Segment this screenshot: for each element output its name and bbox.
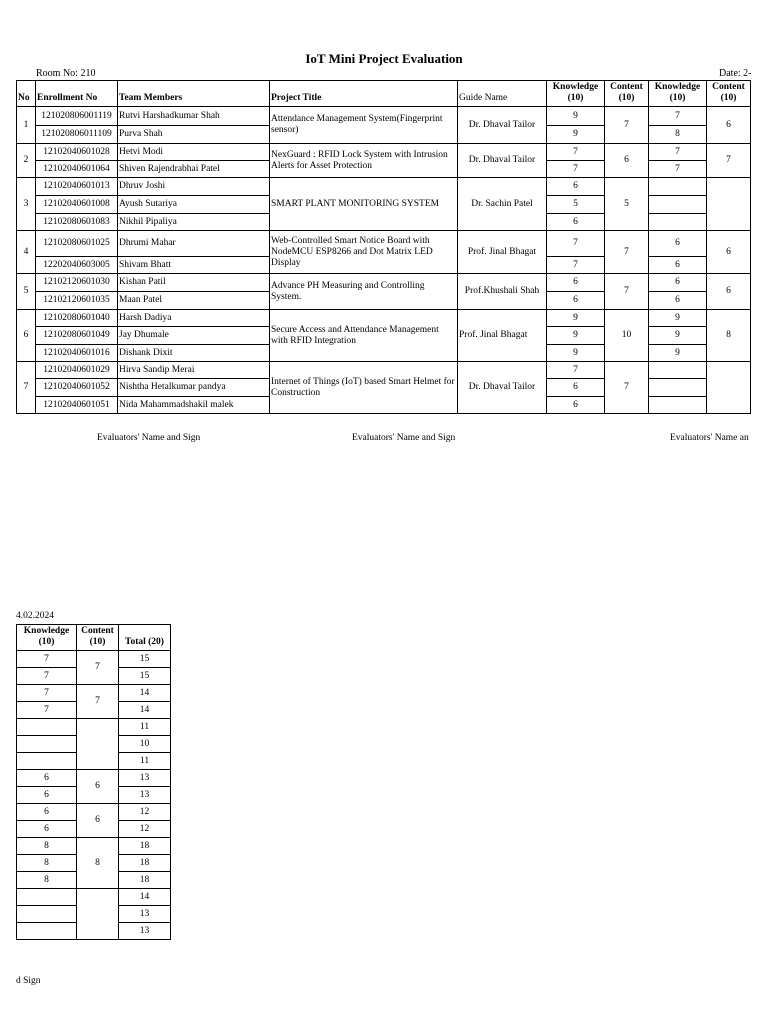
content-score-1: 7 bbox=[605, 107, 649, 144]
enrollment-number: 12102040601029 bbox=[36, 362, 118, 379]
enrollment-number: 121020806011109 bbox=[36, 126, 118, 144]
enrollment-number: 12202040603005 bbox=[36, 257, 118, 274]
total-score: 18 bbox=[119, 855, 171, 872]
enrollment-number: 12102080601025 bbox=[36, 231, 118, 257]
content-score-3: 7 bbox=[77, 651, 119, 685]
guide-name: Dr. Dhaval Tailor bbox=[458, 362, 547, 414]
knowledge-score-1: 7 bbox=[547, 144, 605, 161]
total-score: 13 bbox=[119, 906, 171, 923]
total-score: 10 bbox=[119, 736, 171, 753]
team-member-name: Rutvi Harshadkumar Shah bbox=[118, 107, 270, 126]
col-knowledge-2: Knowledge (10) bbox=[649, 81, 707, 107]
knowledge-score-1: 9 bbox=[547, 327, 605, 345]
col-project-title: Project Title bbox=[270, 81, 458, 107]
team-member-name: Maan Patel bbox=[118, 292, 270, 310]
knowledge-score-2: 6 bbox=[649, 292, 707, 310]
col-total: Total (20) bbox=[119, 625, 171, 651]
knowledge-score-1: 6 bbox=[547, 397, 605, 414]
knowledge-score-1: 7 bbox=[547, 257, 605, 274]
guide-name: Prof. Jinal Bhagat bbox=[458, 310, 547, 362]
content-score-2 bbox=[707, 178, 751, 231]
team-member-name: Dhruv Joshi bbox=[118, 178, 270, 196]
content-score-2: 6 bbox=[707, 274, 751, 310]
table-row bbox=[17, 274, 751, 292]
content-score-1: 5 bbox=[605, 178, 649, 231]
project-title: Advance PH Measuring and Controlling System. bbox=[270, 274, 458, 310]
enrollment-number: 12102120601030 bbox=[36, 274, 118, 292]
team-member-name: Kishan Patil bbox=[118, 274, 270, 292]
guide-name: Dr. Dhaval Tailor bbox=[458, 107, 547, 144]
content-score-3 bbox=[77, 719, 119, 770]
team-member-name: Dhrumi Mahar bbox=[118, 231, 270, 257]
content-score-2 bbox=[707, 362, 751, 414]
table-row bbox=[17, 362, 751, 379]
team-number: 7 bbox=[17, 362, 36, 414]
team-member-name: Dishank Dixit bbox=[118, 345, 270, 362]
guide-name: Dr. Dhaval Tailor bbox=[458, 144, 547, 178]
knowledge-score-3 bbox=[17, 923, 77, 940]
table-row bbox=[17, 310, 751, 327]
project-title: Secure Access and Attendance Management with RFID Integration bbox=[270, 310, 458, 362]
table-row bbox=[17, 770, 171, 787]
team-member-name: Purva Shah bbox=[118, 126, 270, 144]
team-number: 6 bbox=[17, 310, 36, 362]
knowledge-score-3 bbox=[17, 736, 77, 753]
team-member-name: Shivam Bhatt bbox=[118, 257, 270, 274]
knowledge-score-3: 6 bbox=[17, 770, 77, 787]
total-score: 14 bbox=[119, 889, 171, 906]
knowledge-score-2 bbox=[649, 178, 707, 196]
total-score: 11 bbox=[119, 753, 171, 770]
knowledge-score-3: 6 bbox=[17, 821, 77, 838]
knowledge-score-2: 7 bbox=[649, 144, 707, 161]
knowledge-score-3: 7 bbox=[17, 702, 77, 719]
enrollment-number: 12102040601028 bbox=[36, 144, 118, 161]
knowledge-score-2: 6 bbox=[649, 231, 707, 257]
total-score: 14 bbox=[119, 685, 171, 702]
enrollment-number: 12102040601013 bbox=[36, 178, 118, 196]
table-row bbox=[17, 144, 751, 161]
total-score: 11 bbox=[119, 719, 171, 736]
content-score-2: 7 bbox=[707, 144, 751, 178]
knowledge-score-1: 5 bbox=[547, 196, 605, 214]
evaluator-sign-1: Evaluators' Name and Sign bbox=[97, 433, 201, 443]
project-title: Internet of Things (IoT) based Smart Helmet for Construction bbox=[270, 362, 458, 414]
total-score: 15 bbox=[119, 651, 171, 668]
content-score-1: 7 bbox=[605, 274, 649, 310]
table-row bbox=[17, 178, 751, 196]
page-title: IoT Mini Project Evaluation bbox=[305, 51, 463, 66]
content-score-1: 6 bbox=[605, 144, 649, 178]
evaluator-sign-2: Evaluators' Name and Sign bbox=[352, 433, 456, 443]
evaluator-sign-3-continued: d Sign bbox=[16, 976, 41, 986]
team-member-name: Nishtha Hetalkumar pandya bbox=[118, 379, 270, 397]
knowledge-score-3: 8 bbox=[17, 872, 77, 889]
enrollment-number: 12102120601035 bbox=[36, 292, 118, 310]
knowledge-score-2: 8 bbox=[649, 126, 707, 144]
knowledge-score-1: 6 bbox=[547, 292, 605, 310]
team-number: 5 bbox=[17, 274, 36, 310]
table-row bbox=[17, 685, 171, 702]
enrollment-number: 12102080601049 bbox=[36, 327, 118, 345]
team-member-name: Ayush Sutariya bbox=[118, 196, 270, 214]
col-enrollment: Enrollment No bbox=[36, 81, 118, 107]
team-member-name: Shiven Rajendrabhai Patel bbox=[118, 161, 270, 178]
enrollment-number: 12102040601051 bbox=[36, 397, 118, 414]
knowledge-score-2: 7 bbox=[649, 107, 707, 126]
content-score-2: 6 bbox=[707, 231, 751, 274]
table-row bbox=[17, 231, 751, 257]
knowledge-score-2: 9 bbox=[649, 310, 707, 327]
knowledge-score-2 bbox=[649, 196, 707, 214]
team-number: 1 bbox=[17, 107, 36, 144]
knowledge-score-3: 7 bbox=[17, 668, 77, 685]
knowledge-score-2: 9 bbox=[649, 327, 707, 345]
knowledge-score-1: 6 bbox=[547, 274, 605, 292]
enrollment-number: 121020806001119 bbox=[36, 107, 118, 126]
enrollment-number: 12102040601052 bbox=[36, 379, 118, 397]
content-score-1: 7 bbox=[605, 231, 649, 274]
col-content-2: Content (10) bbox=[707, 81, 751, 107]
content-score-3: 6 bbox=[77, 804, 119, 838]
content-score-3 bbox=[77, 889, 119, 940]
team-member-name: Nikhil Pipaliya bbox=[118, 214, 270, 231]
content-score-2: 6 bbox=[707, 107, 751, 144]
content-score-1: 10 bbox=[605, 310, 649, 362]
knowledge-score-3 bbox=[17, 719, 77, 736]
team-number: 3 bbox=[17, 178, 36, 231]
team-number: 4 bbox=[17, 231, 36, 274]
knowledge-score-1: 6 bbox=[547, 214, 605, 231]
knowledge-score-2 bbox=[649, 214, 707, 231]
col-knowledge-1: Knowledge (10) bbox=[547, 81, 605, 107]
knowledge-score-3 bbox=[17, 889, 77, 906]
enrollment-number: 12102040601064 bbox=[36, 161, 118, 178]
knowledge-score-1: 7 bbox=[547, 231, 605, 257]
table-row bbox=[17, 651, 171, 668]
table-row bbox=[17, 804, 171, 821]
table-row bbox=[17, 719, 171, 736]
total-score: 12 bbox=[119, 804, 171, 821]
enrollment-number: 12102040601016 bbox=[36, 345, 118, 362]
knowledge-score-1: 9 bbox=[547, 126, 605, 144]
knowledge-score-1: 7 bbox=[547, 362, 605, 379]
knowledge-score-2: 9 bbox=[649, 345, 707, 362]
knowledge-score-3: 8 bbox=[17, 838, 77, 855]
room-number: Room No: 210 bbox=[36, 68, 96, 79]
total-score: 18 bbox=[119, 838, 171, 855]
team-member-name: Hirva Sandip Merai bbox=[118, 362, 270, 379]
knowledge-score-3 bbox=[17, 906, 77, 923]
content-score-3: 6 bbox=[77, 770, 119, 804]
content-score-3: 8 bbox=[77, 838, 119, 889]
enrollment-number: 12102040601008 bbox=[36, 196, 118, 214]
col-content-3: Content (10) bbox=[77, 625, 119, 651]
knowledge-score-1: 9 bbox=[547, 345, 605, 362]
content-score-3: 7 bbox=[77, 685, 119, 719]
content-score-2: 8 bbox=[707, 310, 751, 362]
knowledge-score-1: 9 bbox=[547, 107, 605, 126]
guide-name: Prof. Jinal Bhagat bbox=[458, 231, 547, 274]
total-score: 13 bbox=[119, 923, 171, 940]
knowledge-score-3 bbox=[17, 753, 77, 770]
enrollment-number: 12102080601040 bbox=[36, 310, 118, 327]
guide-name: Prof.Khushali Shah bbox=[458, 274, 547, 310]
total-score: 15 bbox=[119, 668, 171, 685]
col-no: No bbox=[17, 81, 36, 107]
knowledge-score-2: 6 bbox=[649, 274, 707, 292]
knowledge-score-3: 7 bbox=[17, 685, 77, 702]
table-row bbox=[17, 889, 171, 906]
project-title: NexGuard : RFID Lock System with Intrusion Alerts for Asset Protection bbox=[270, 144, 458, 178]
team-member-name: Jay Dhumale bbox=[118, 327, 270, 345]
knowledge-score-3: 7 bbox=[17, 651, 77, 668]
col-content-1: Content (10) bbox=[605, 81, 649, 107]
team-number: 2 bbox=[17, 144, 36, 178]
evaluator-sign-3: Evaluators' Name an bbox=[670, 433, 749, 443]
enrollment-number: 12102080601083 bbox=[36, 214, 118, 231]
knowledge-score-1: 6 bbox=[547, 379, 605, 397]
col-knowledge-3: Knowledge (10) bbox=[17, 625, 77, 651]
knowledge-score-2 bbox=[649, 379, 707, 397]
project-title: Web-Controlled Smart Notice Board with NodeMCU ESP8266 and Dot Matrix LED Display bbox=[270, 231, 458, 274]
table-row bbox=[17, 107, 751, 126]
knowledge-score-3: 8 bbox=[17, 855, 77, 872]
evaluation-table-main bbox=[16, 80, 751, 414]
total-score: 18 bbox=[119, 872, 171, 889]
total-score: 13 bbox=[119, 787, 171, 804]
knowledge-score-3: 6 bbox=[17, 804, 77, 821]
knowledge-score-2 bbox=[649, 362, 707, 379]
total-score: 13 bbox=[119, 770, 171, 787]
guide-name: Dr. Sachin Patel bbox=[458, 178, 547, 231]
team-member-name: Nida Mahammadshakil malek bbox=[118, 397, 270, 414]
project-title: Attendance Management System(Fingerprint sensor) bbox=[270, 107, 458, 144]
knowledge-score-3: 6 bbox=[17, 787, 77, 804]
table-row bbox=[17, 838, 171, 855]
knowledge-score-2 bbox=[649, 397, 707, 414]
date-label: Date: 2- bbox=[719, 68, 752, 79]
content-score-1: 7 bbox=[605, 362, 649, 414]
evaluation-table-continued bbox=[16, 624, 171, 940]
knowledge-score-1: 7 bbox=[547, 161, 605, 178]
team-member-name: Hetvi Modi bbox=[118, 144, 270, 161]
team-member-name: Harsh Dadiya bbox=[118, 310, 270, 327]
knowledge-score-1: 6 bbox=[547, 178, 605, 196]
knowledge-score-2: 6 bbox=[649, 257, 707, 274]
col-guide: Guide Name bbox=[458, 81, 547, 107]
knowledge-score-2: 7 bbox=[649, 161, 707, 178]
knowledge-score-1: 9 bbox=[547, 310, 605, 327]
date-label-continued: 4.02.2024 bbox=[16, 611, 54, 621]
total-score: 14 bbox=[119, 702, 171, 719]
project-title: SMART PLANT MONITORING SYSTEM bbox=[270, 178, 458, 231]
total-score: 12 bbox=[119, 821, 171, 838]
col-members: Team Members bbox=[118, 81, 270, 107]
